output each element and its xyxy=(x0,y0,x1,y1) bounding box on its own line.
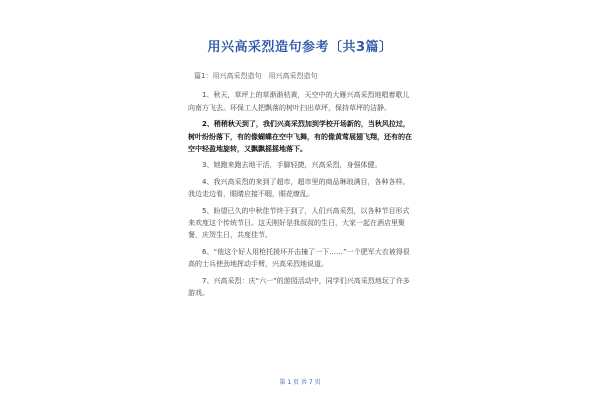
paragraph-5: 5、盼望已久的中秋佳节终于到了，人们兴高采烈，以各种节目形式来欢度这个传统节日。这天刚好是我叔叔的生日，大家一起在酒店里聚餐，庆贺生日，共度佳节。 xyxy=(188,206,410,240)
paragraph-3: 3、她跑来跑去地干活，手脚轻捷，兴高采烈，身强体健。 xyxy=(202,161,382,170)
page-number: 第 1 页 共 7 页 xyxy=(279,379,321,386)
paragraph-7: 7、兴高采烈：庆“六一”的游园活动中，同学们兴高采烈地玩了许多游戏。 xyxy=(188,276,410,298)
paragraph-2: 2、稍稍秋天到了，我们兴高采烈加到学校开场新的，当秋风拉过，树叶纷纷落下，有的像蝴蝶在空中飞舞，有的像黄莺展翅飞翔，还有的在空中轻盈地旋转，又飘飘摇摇地落下。 xyxy=(188,120,412,154)
document-title: 用兴高采烈造句参考〔共3篇〕 xyxy=(207,40,393,55)
document-body xyxy=(188,70,413,304)
section-heading: 篇1：用兴高采烈造句 用兴高采烈造句 xyxy=(194,72,318,80)
paragraph-1: 1、秋天，草坪上的草渐渐枯黄，天空中的大雁兴高采烈地唱着歌儿向南方飞去。环保工人把飘落的树叶扫出草坪，保持草坪的洁静。 xyxy=(188,91,410,112)
paragraph-6: 6、“他这个好人用枪托援坏开击撞了一下……”一个肥军大衣被得很高的士兵使劲地挥动手臂，兴高采烈地说道。 xyxy=(188,247,410,269)
paragraph-4: 4、我兴高采烈的来到了超市，超市里的商品琳琅满目，各种各样。我边走边看，眼睛应接不暇，眼花缭乱。 xyxy=(188,177,410,199)
